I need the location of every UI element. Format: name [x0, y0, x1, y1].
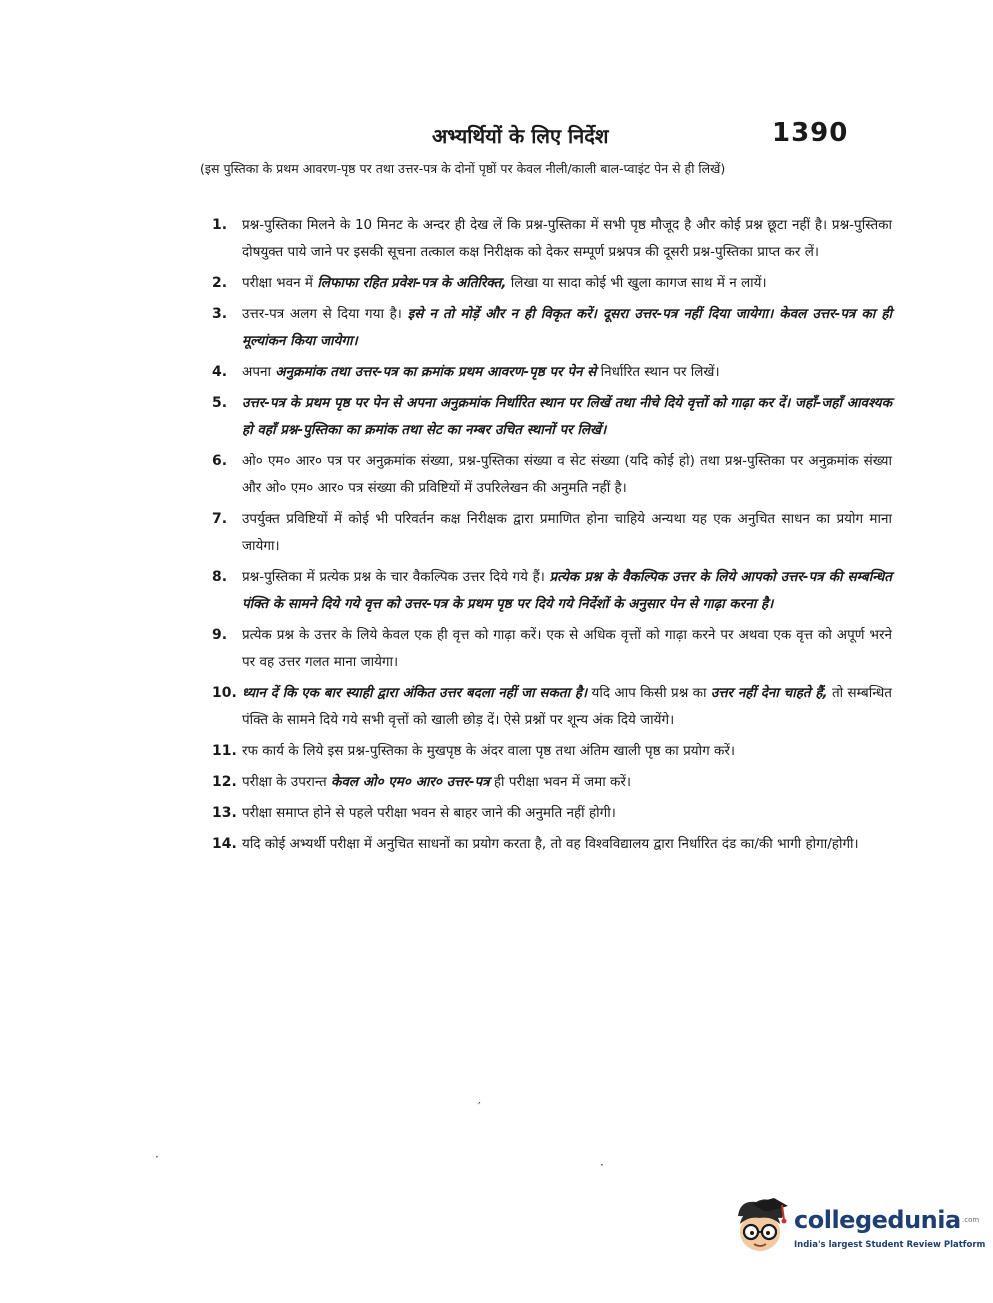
instruction-text: उपर्युक्त प्रविष्टियों में कोई भी परिवर्तन कक्ष निरीक्षक द्वारा प्रमाणित होना चाहिये अन्यथा यह एक अनुचित साधन का प्रयोग माना जायेगा। — [242, 511, 892, 554]
stray-dot: · — [155, 1150, 159, 1164]
instruction-number: 3. — [212, 306, 228, 322]
instruction-item — [212, 800, 892, 827]
instruction-number: 7. — [212, 511, 228, 527]
page-subtitle: (इस पुस्तिका के प्रथम आवरण-पृष्ठ पर तथा उत्तर-पत्र के दोनों पृष्ठों पर केवल नीली/काली बाल-प्वाइंट पेन से ही लिखें) — [200, 161, 726, 176]
instruction-emphasis: ध्यान दें कि एक बार स्याही द्वारा अंकित उत्तर बदला नहीं जा सकता है। — [242, 685, 588, 701]
instruction-text: यदि आप किसी प्रश्न का — [587, 685, 711, 701]
instruction-emphasis: उत्तर-पत्र के प्रथम पृष्ठ पर पेन से अपना अनुक्रमांक निर्धारित स्थान पर लिखें तथा नीचे दिये वृत्तों को गाढ़ा कर दें। जहाँ-जहाँ आवश्यक हो वहाँ प्रश्न-पुस्तिका का क्रमांक तथा सेट का नम्बर उचित स्थानों पर लिखें। — [242, 395, 892, 438]
instruction-number: 9. — [212, 627, 228, 643]
instruction-text: उत्तर-पत्र अलग से दिया गया है। — [242, 306, 408, 322]
instruction-number: 8. — [212, 569, 228, 585]
instruction-number: 11. — [212, 743, 237, 759]
instruction-item — [212, 506, 892, 560]
instruction-text: प्रश्न-पुस्तिका में प्रत्येक प्रश्न के चार वैकल्पिक उत्तर दिये गये हैं। — [242, 569, 550, 585]
instruction-emphasis: इसे न तो मोड़ें और न ही विकृत करें। दूसरा उत्तर-पत्र नहीं दिया जायेगा। केवल उत्तर-पत्र का ही मूल्यांकन किया जायेगा। — [242, 306, 892, 349]
instruction-list — [212, 212, 892, 862]
instruction-number: 2. — [212, 275, 228, 291]
instruction-number: 12. — [212, 774, 237, 790]
instruction-text: ही परीक्षा भवन में जमा करें। — [489, 774, 632, 790]
instruction-item — [212, 564, 892, 618]
instruction-text: प्रत्येक प्रश्न के उत्तर के लिये केवल एक ही वृत्त को गाढ़ा करें। एक से अधिक वृत्तों को गाढ़ा करने पर अथवा एक वृत्त को अपूर्ण भरने पर वह उत्तर गलत माना जायेगा। — [242, 627, 892, 670]
instruction-number: 10. — [212, 685, 237, 701]
instruction-emphasis: प्रत्येक प्रश्न के वैकल्पिक उत्तर के लिये आपको उत्तर-पत्र की सम्बन्धित पंक्ति के सामने दिये गये वृत्त को उत्तर-पत्र के प्रथम पृष्ठ पर दिये गये निर्देशों के अनुसार पेन से गाढ़ा करना है। — [242, 569, 892, 612]
instruction-text: रफ कार्य के लिये इस प्रश्न-पुस्तिका के मुखपृष्ठ के अंदर वाला पृष्ठ तथा अंतिम खाली पृष्ठ का प्रयोग करें। — [242, 743, 735, 759]
instruction-item — [212, 622, 892, 676]
instruction-item — [212, 212, 892, 266]
instruction-item — [212, 738, 892, 765]
page-title: अभ्यर्थियों के लिए निर्देश — [432, 124, 609, 148]
instruction-item — [212, 390, 892, 444]
instruction-text: यदि कोई अभ्यर्थी परीक्षा में अनुचित साधनों का प्रयोग करता है, तो वह विश्वविद्यालय द्वारा निर्धारित दंड का/की भागी होगा/होगी। — [242, 836, 859, 852]
instruction-number: 1. — [212, 217, 228, 233]
instruction-text: तो सम्बन्धित पंक्ति के सामने दिये गये सभी वृत्तों को खाली छोड़ दें। ऐसे प्रश्नों पर शून्य अंक दिये जायेंगे। — [242, 685, 892, 728]
instruction-emphasis: लिफाफा रहित प्रवेश-पत्र के अतिरिक्त, — [317, 275, 507, 291]
logo-domain: .com — [962, 1216, 980, 1224]
instruction-text: अपना — [242, 364, 276, 380]
stray-mark: ′ — [478, 1100, 481, 1114]
instruction-number: 13. — [212, 805, 237, 821]
instruction-item — [212, 301, 892, 355]
instruction-text: प्रश्न-पुस्तिका मिलने के 10 मिनट के अन्दर ही देख लें कि प्रश्न-पुस्तिका में सभी पृष्ठ मौजूद है और कोई प्रश्न छूटा नहीं है। प्रश्न-पुस्तिका दोषयुक्त पाये जाने पर इसकी सूचना तत्काल कक्ष निरीक्षक को देकर सम्पूर्ण प्रश्नपत्र की दूसरी प्रश्न-पुस्तिका प्राप्त कर लें। — [242, 217, 892, 260]
instruction-number: 5. — [212, 395, 228, 411]
mascot-icon — [732, 1196, 792, 1258]
stray-dot: · — [600, 1158, 604, 1172]
instruction-item — [212, 359, 892, 386]
instruction-text: ओ० एम० आर० पत्र पर अनुक्रमांक संख्या, प्रश्न-पुस्तिका संख्या व सेट संख्या (यदि कोई हो) तथा प्रश्न-पुस्तिका पर अनुक्रमांक संख्या और ओ० एम० आर० पत्र संख्या की प्रविष्टियों में उपरिलेखन की अनुमति नहीं है। — [242, 453, 892, 496]
logo-tagline: India's largest Student Review Platform — [794, 1240, 986, 1250]
instruction-item — [212, 448, 892, 502]
collegedunia-logo — [732, 1196, 986, 1262]
instruction-text: परीक्षा भवन में — [242, 275, 318, 291]
instruction-text: परीक्षा के उपरान्त — [242, 774, 332, 790]
instruction-number: 14. — [212, 836, 237, 852]
instruction-number: 6. — [212, 453, 228, 469]
instruction-item — [212, 831, 892, 858]
instruction-text: परीक्षा समाप्त होने से पहले परीक्षा भवन से बाहर जाने की अनुमति नहीं होगी। — [242, 805, 616, 821]
instruction-emphasis: अनुक्रमांक तथा उत्तर-पत्र का क्रमांक प्रथम आवरण-पृष्ठ पर पेन से — [275, 364, 597, 380]
logo-wordmark: collegedunia — [794, 1206, 961, 1234]
instruction-text: लिखा या सादा कोई भी खुला कागज साथ में न लायें। — [506, 275, 767, 291]
instruction-text: निर्धारित स्थान पर लिखें। — [596, 364, 720, 380]
instruction-item — [212, 680, 892, 734]
instruction-item — [212, 270, 892, 297]
instruction-number: 4. — [212, 364, 228, 380]
instruction-item — [212, 769, 892, 796]
instruction-emphasis: उत्तर नहीं देना चाहते हैं, — [710, 685, 828, 701]
booklet-code: 1390 — [772, 118, 849, 148]
instruction-emphasis: केवल ओ० एम० आर० उत्तर-पत्र — [331, 774, 490, 790]
